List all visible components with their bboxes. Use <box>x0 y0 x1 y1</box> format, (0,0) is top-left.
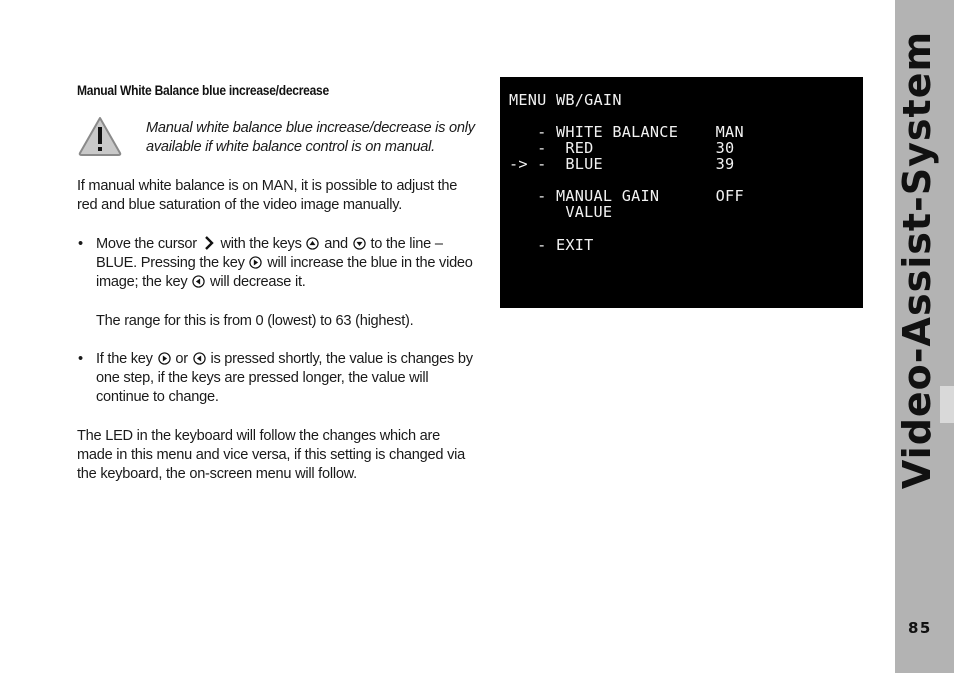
bullet1-text-6: will decrease it. <box>210 274 306 290</box>
bullet2-text-2: or <box>175 351 188 367</box>
chapter-title: Video-Assist-System <box>895 30 939 490</box>
menu-item-blue-selected: -> - BLUE 39 <box>509 155 735 173</box>
warning-triangle-icon <box>77 115 123 157</box>
menu-item-red: - RED 30 <box>509 139 735 157</box>
intro-paragraph: If manual white balance is on MAN, it is possible to adjust the red and blue saturation of the video image manually. <box>77 178 458 213</box>
section-heading: Manual White Balance blue increase/decrease <box>77 82 329 98</box>
key-up-icon <box>306 237 319 250</box>
key-down-icon <box>353 237 366 250</box>
key-left-icon <box>192 275 205 288</box>
bullet1-text-5: will increase the blue in the video image; the key <box>96 255 473 290</box>
key-left-icon <box>193 352 206 365</box>
page-number: 85 <box>908 619 932 637</box>
bullet-marker: • <box>78 236 83 252</box>
bullet2-text-1: If the key <box>96 351 153 367</box>
menu-title: MENU WB/GAIN <box>509 91 622 109</box>
cursor-chevron-icon <box>203 236 215 250</box>
bullet1-text-3: and <box>324 236 348 252</box>
menu-item-gain-value: VALUE <box>509 203 613 221</box>
menu-item-white-balance: - WHITE BALANCE MAN <box>509 123 744 141</box>
closing-paragraph: The LED in the keyboard will follow the changes which are made in this menu and vice versa, if this setting is changed via the keyboard, the on-screen menu will follow. <box>77 428 465 482</box>
menu-item-exit: - EXIT <box>509 236 594 254</box>
bullet1-text-1: Move the cursor <box>96 236 197 252</box>
key-right-icon <box>249 256 262 269</box>
bullet-marker: • <box>78 351 83 367</box>
key-right-icon <box>158 352 171 365</box>
menu-item-manual-gain: - MANUAL GAIN OFF <box>509 187 744 205</box>
bullet1-text-2: with the keys <box>220 236 302 252</box>
range-note: The range for this is from 0 (lowest) to 63 (highest). <box>96 313 414 329</box>
warning-text: Manual white balance blue increase/decrease is only available if white balance control is on manual. <box>146 120 475 155</box>
chapter-tab-marker <box>940 386 954 423</box>
on-screen-menu <box>500 77 863 308</box>
bullet1-text-4: to the line – BLUE. Pressing the key <box>96 236 443 271</box>
bullet2-text-3: is pressed shortly, the value is changes by one step, if the keys are pressed longer, the value will continue to change. <box>96 351 473 405</box>
